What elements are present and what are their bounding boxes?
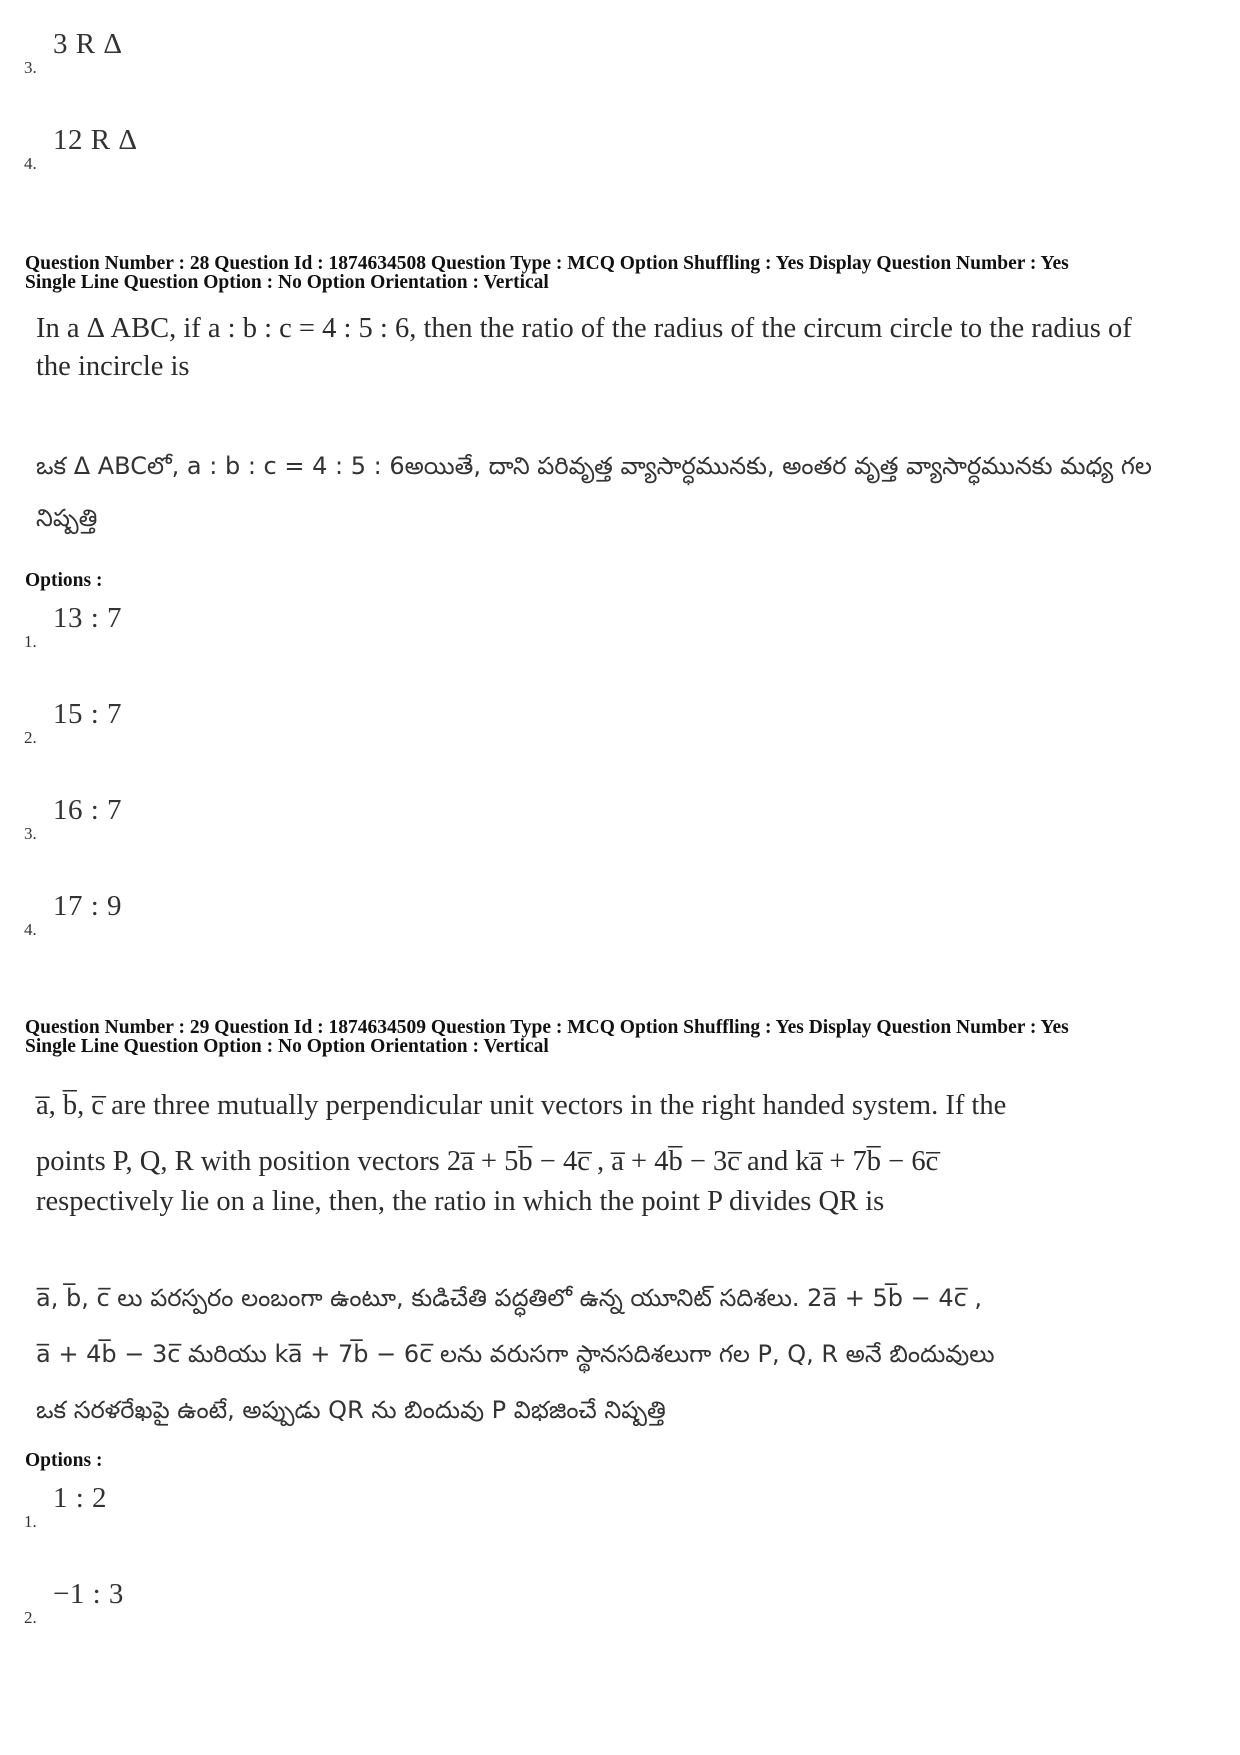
question-meta-line: Question Number : 28 Question Id : 1874634508 Question Type : MCQ Option Shuffling : Yes Display Question Number : Yes	[25, 253, 1069, 274]
option-value: 12 R Δ	[53, 124, 138, 156]
option-item[interactable]	[24, 602, 424, 652]
option-index: 4.	[24, 920, 37, 939]
question-text-telugu: ఒక Δ ABCలో, a : b : c = 4 : 5 : 6అయితే, దాని పరివృత్త వ్యాసార్ధమునకు, అంతర వృత్త వ్యాసార్ధమునకు మధ్య గల నిష్పత్తి	[36, 452, 1152, 532]
option-item[interactable]	[24, 124, 424, 174]
option-index: 3.	[24, 58, 37, 77]
question-text-line: points P, Q, R with position vectors 2a̅ + 5b̅ − 4c̅ , a̅ + 4b̅ − 3c̅ and ka̅ + 7b̅ − 6c̅	[36, 1146, 939, 1177]
option-value: 16 : 7	[53, 794, 123, 826]
option-value: 13 : 7	[53, 602, 123, 634]
question-text-line: ఒక సరళరేఖపై ఉంటే, అప్పుడు QR ను బిందువు P విభజించే నిష్పత్తి	[36, 1396, 666, 1424]
option-item[interactable]	[24, 698, 424, 748]
option-value: 1 : 2	[53, 1482, 108, 1514]
option-item[interactable]	[24, 1482, 424, 1532]
option-value: 15 : 7	[53, 698, 123, 730]
question-text-line: a̅ + 4b̅ − 3c̅ మరియు ka̅ + 7b̅ − 6c̅ లను వరుసగా స్థానసదిశలుగా గల P, Q, R అనే బిందువులు	[36, 1340, 995, 1368]
option-item[interactable]	[24, 1578, 424, 1628]
question-meta-line: Question Number : 29 Question Id : 1874634509 Question Type : MCQ Option Shuffling : Yes Display Question Number : Yes	[25, 1017, 1069, 1038]
option-index: 4.	[24, 154, 37, 173]
question-text-telugu	[36, 1270, 1176, 1438]
question-text-english	[36, 1078, 1156, 1230]
option-value: −1 : 3	[53, 1578, 124, 1610]
option-value: 17 : 9	[53, 890, 123, 922]
options-label: Options :	[25, 1450, 103, 1471]
option-index: 3.	[24, 824, 37, 843]
option-index: 2.	[24, 728, 37, 747]
question-meta-line: Single Line Question Option : No Option Orientation : Vertical	[25, 1036, 549, 1057]
question-text-line: a̅, b̅, c̅ are three mutually perpendicular unit vectors in the right handed system. If the	[36, 1090, 1007, 1121]
question-meta	[25, 1018, 1225, 1056]
options-label: Options :	[25, 570, 103, 591]
option-index: 1.	[24, 632, 37, 651]
question-text-line: respectively lie on a line, then, the ratio in which the point P divides QR is	[36, 1186, 885, 1217]
option-item[interactable]	[24, 28, 424, 78]
question-meta	[25, 254, 1225, 292]
option-item[interactable]	[24, 794, 424, 844]
option-item[interactable]	[24, 890, 424, 940]
option-index: 2.	[24, 1608, 37, 1627]
question-text-english: In a Δ ABC, if a : b : c = 4 : 5 : 6, then the ratio of the radius of the circum circle to the radius of the incircle is	[36, 313, 1132, 382]
question-meta-line: Single Line Question Option : No Option Orientation : Vertical	[25, 272, 549, 293]
option-value: 3 R Δ	[53, 28, 123, 60]
question-text-line: a̅, b̅, c̅ లు పరస్పరం లంబంగా ఉంటూ, కుడిచేతి పద్ధతిలో ఉన్న యూనిట్ సదిశలు. 2a̅ + 5b̅ − 4c̅ ,	[36, 1284, 983, 1312]
option-index: 1.	[24, 1512, 37, 1531]
